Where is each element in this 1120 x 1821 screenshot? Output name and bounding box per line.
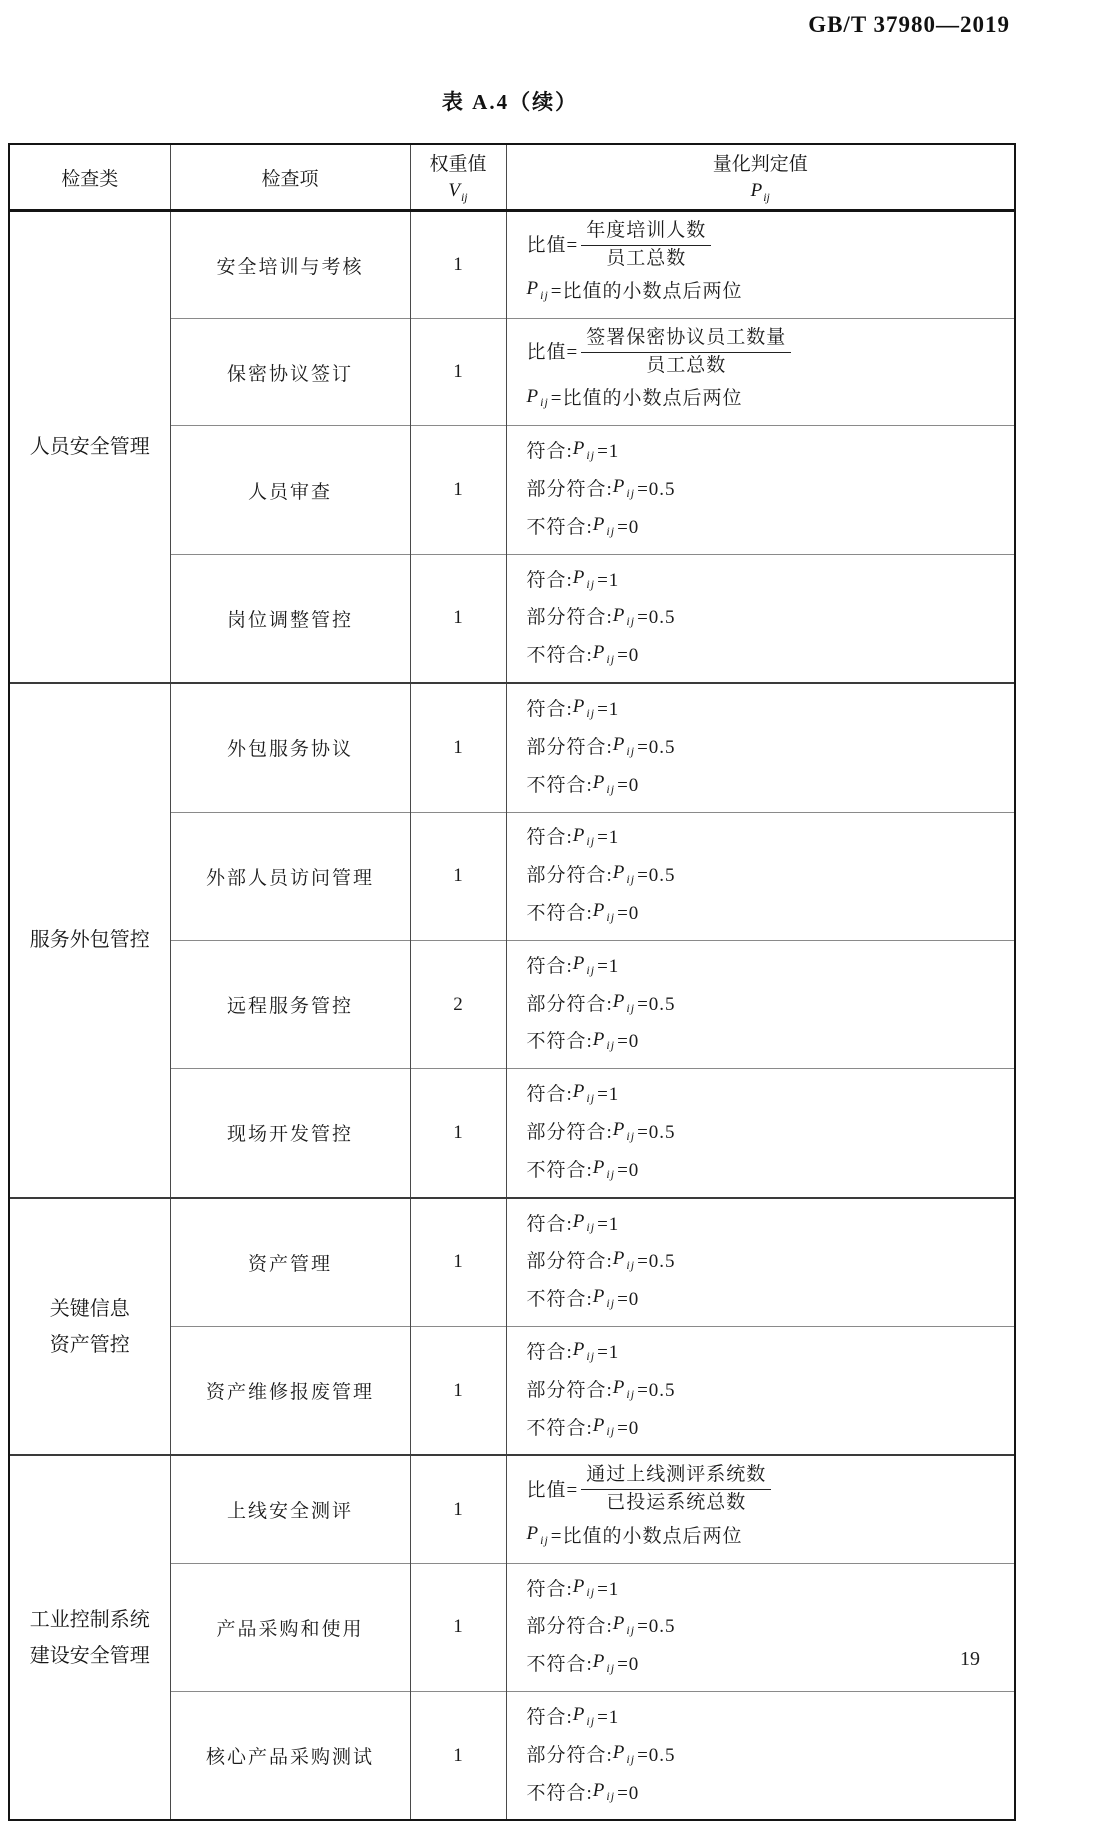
column-header-weight bbox=[410, 145, 506, 211]
compliance-value: =0.5 bbox=[637, 1379, 676, 1401]
compliance-line bbox=[527, 768, 1005, 804]
fraction-numerator: 年度培训人数 bbox=[581, 219, 711, 246]
page-number: 19 bbox=[960, 1648, 980, 1670]
category-label: 人员安全管理 bbox=[29, 436, 150, 459]
fraction-denominator: 员工总数 bbox=[646, 354, 727, 376]
compliance-prefix: 不符合: bbox=[526, 774, 593, 796]
p-variable: $P_{ij}$ bbox=[592, 900, 616, 924]
category-label: 建设安全管理 bbox=[29, 1644, 150, 1667]
item-cell: 岗位调整管控 bbox=[170, 554, 410, 683]
weight-cell: 1 bbox=[410, 1327, 506, 1456]
item-cell: 资产维修报废管理 bbox=[170, 1327, 410, 1456]
weight-cell: 1 bbox=[410, 812, 506, 940]
quant-cell bbox=[506, 812, 1014, 940]
compliance-line bbox=[527, 692, 1005, 728]
p-variable: $P_{ij}$ bbox=[572, 1210, 596, 1235]
item-cell: 产品采购和使用 bbox=[170, 1563, 410, 1691]
quant-variable: $P_{ij}$ bbox=[750, 180, 770, 204]
compliance-prefix: 符合: bbox=[526, 827, 573, 849]
compliance-value: =1 bbox=[597, 1213, 620, 1235]
weight-cell: 1 bbox=[410, 1069, 506, 1198]
compliance-prefix: 部分符合: bbox=[526, 1251, 613, 1273]
table-row bbox=[10, 683, 1014, 812]
compliance-prefix: 符合: bbox=[526, 1578, 573, 1600]
p-variable: $P_{ij}$ bbox=[612, 1376, 636, 1401]
compliance-prefix: 符合: bbox=[526, 955, 573, 977]
p-variable: $P_{ij}$ bbox=[612, 733, 636, 758]
compliance-value: =1 bbox=[597, 1578, 620, 1600]
compliance-value: =0 bbox=[617, 516, 640, 538]
category-label: 工业控制系统 bbox=[29, 1608, 150, 1631]
compliance-value: =1 bbox=[597, 569, 620, 591]
compliance-line bbox=[527, 821, 1005, 857]
weight-cell: 1 bbox=[410, 1692, 506, 1820]
compliance-prefix: 不符合: bbox=[526, 1289, 593, 1311]
quant-cell bbox=[506, 1455, 1014, 1563]
fraction bbox=[581, 219, 711, 271]
compliance-line bbox=[527, 434, 1005, 470]
compliance-prefix: 符合: bbox=[526, 1706, 573, 1728]
compliance-line bbox=[527, 1153, 1005, 1189]
item-cell: 外部人员访问管理 bbox=[170, 812, 410, 940]
compliance-value: =0 bbox=[617, 1782, 640, 1804]
column-header-quant bbox=[506, 145, 1014, 211]
ratio-result-line bbox=[527, 1519, 1005, 1555]
weight-cell: 1 bbox=[410, 211, 506, 319]
table-body bbox=[10, 211, 1014, 1820]
table-header-row bbox=[10, 145, 1014, 211]
column-header-item bbox=[170, 145, 410, 211]
weight-cell: 1 bbox=[410, 426, 506, 554]
p-variable: $P_{ij}$ bbox=[592, 771, 616, 796]
quant-cell bbox=[506, 319, 1014, 426]
table-row bbox=[10, 1455, 1014, 1563]
compliance-line bbox=[527, 1572, 1005, 1608]
compliance-value: =0 bbox=[617, 1417, 640, 1439]
quant-cell bbox=[506, 211, 1014, 319]
p-variable: $P_{ij}$ bbox=[526, 385, 549, 410]
compliance-line bbox=[527, 1738, 1005, 1774]
compliance-value: =0.5 bbox=[637, 1251, 676, 1273]
category-label: 资产管控 bbox=[49, 1333, 130, 1356]
fraction-numerator: 通过上线测评系统数 bbox=[581, 1463, 771, 1490]
item-cell: 现场开发管控 bbox=[170, 1069, 410, 1198]
table-row bbox=[10, 1198, 1014, 1327]
compliance-prefix: 部分符合: bbox=[526, 479, 613, 501]
compliance-line bbox=[527, 472, 1005, 508]
p-variable: $P_{ij}$ bbox=[612, 990, 636, 1015]
column-header-label: 权重值 bbox=[429, 154, 487, 176]
p-variable: $P_{ij}$ bbox=[572, 952, 596, 977]
fraction-denominator: 已投运系统总数 bbox=[606, 1492, 747, 1514]
p-variable: $P_{ij}$ bbox=[612, 862, 636, 887]
table-title: 表 A.4（续） bbox=[441, 90, 579, 114]
ratio-result-text: =比值的小数点后两位 bbox=[550, 281, 743, 303]
compliance-line bbox=[527, 1335, 1005, 1371]
compliance-prefix: 不符合: bbox=[526, 645, 593, 667]
p-variable: $P_{ij}$ bbox=[572, 566, 596, 591]
compliance-prefix: 部分符合: bbox=[526, 1121, 613, 1143]
compliance-line bbox=[527, 1115, 1005, 1151]
column-header-label: 检查类 bbox=[61, 168, 119, 190]
compliance-line bbox=[527, 638, 1005, 674]
p-variable: $P_{ij}$ bbox=[612, 1248, 636, 1273]
compliance-prefix: 符合: bbox=[526, 699, 573, 721]
compliance-prefix: 部分符合: bbox=[526, 1379, 613, 1401]
compliance-value: =0.5 bbox=[637, 993, 676, 1015]
weight-cell: 1 bbox=[410, 319, 506, 426]
compliance-line bbox=[527, 1077, 1005, 1113]
ratio-formula bbox=[527, 1464, 1005, 1516]
column-header-label: 检查项 bbox=[261, 168, 319, 190]
compliance-line bbox=[527, 1244, 1005, 1280]
compliance-value: =0 bbox=[617, 1654, 640, 1676]
compliance-line bbox=[527, 1411, 1005, 1447]
compliance-value: =0.5 bbox=[637, 1121, 676, 1143]
compliance-value: =0 bbox=[617, 1159, 640, 1181]
p-variable: $P_{ij}$ bbox=[572, 1704, 596, 1728]
compliance-prefix: 不符合: bbox=[526, 1417, 593, 1439]
item-cell: 安全培训与考核 bbox=[170, 211, 410, 319]
compliance-prefix: 符合: bbox=[526, 1213, 573, 1235]
compliance-value: =0.5 bbox=[637, 865, 676, 887]
p-variable: $P_{ij}$ bbox=[592, 642, 616, 667]
compliance-value: =0.5 bbox=[637, 736, 676, 758]
p-variable: $P_{ij}$ bbox=[572, 438, 596, 463]
compliance-line bbox=[527, 1647, 1005, 1683]
compliance-prefix: 部分符合: bbox=[526, 607, 613, 629]
ratio-result-text: =比值的小数点后两位 bbox=[550, 1525, 743, 1547]
table-container bbox=[8, 143, 1016, 1821]
category-cell bbox=[10, 211, 170, 684]
compliance-line bbox=[527, 601, 1005, 637]
column-header-category bbox=[10, 145, 170, 211]
ratio-formula bbox=[527, 220, 1005, 272]
compliance-prefix: 符合: bbox=[526, 1084, 573, 1106]
compliance-line bbox=[527, 1025, 1005, 1061]
weight-cell: 1 bbox=[410, 1455, 506, 1563]
compliance-line bbox=[527, 987, 1005, 1023]
weight-cell: 2 bbox=[410, 940, 506, 1068]
compliance-line bbox=[527, 1700, 1005, 1736]
item-cell: 上线安全测评 bbox=[170, 1455, 410, 1563]
category-label: 服务外包管控 bbox=[29, 929, 150, 952]
weight-cell: 1 bbox=[410, 683, 506, 812]
p-variable: $P_{ij}$ bbox=[526, 278, 549, 303]
p-variable: $P_{ij}$ bbox=[612, 1119, 636, 1143]
compliance-line bbox=[527, 1609, 1005, 1645]
compliance-prefix: 不符合: bbox=[526, 1654, 593, 1676]
p-variable: $P_{ij}$ bbox=[572, 696, 596, 720]
compliance-line bbox=[527, 563, 1005, 599]
p-variable: $P_{ij}$ bbox=[572, 824, 596, 849]
ratio-result-text: =比值的小数点后两位 bbox=[550, 388, 743, 410]
item-cell: 人员审查 bbox=[170, 426, 410, 554]
item-cell: 远程服务管控 bbox=[170, 940, 410, 1068]
compliance-line bbox=[527, 1282, 1005, 1318]
ratio-prefix: 比值= bbox=[526, 235, 579, 257]
ratio-formula bbox=[527, 327, 1005, 379]
compliance-value: =0.5 bbox=[637, 479, 676, 501]
ratio-result-line bbox=[527, 274, 1005, 310]
compliance-value: =1 bbox=[597, 441, 620, 463]
p-variable: $P_{ij}$ bbox=[592, 1779, 616, 1804]
p-variable: $P_{ij}$ bbox=[612, 1613, 636, 1638]
quant-cell bbox=[506, 1069, 1014, 1198]
compliance-prefix: 部分符合: bbox=[526, 1616, 613, 1638]
p-variable: $P_{ij}$ bbox=[612, 476, 636, 500]
weight-cell: 1 bbox=[410, 554, 506, 683]
weight-cell: 1 bbox=[410, 1563, 506, 1691]
weight-cell: 1 bbox=[410, 1198, 506, 1327]
p-variable: $P_{ij}$ bbox=[572, 1575, 596, 1600]
quant-cell bbox=[506, 1198, 1014, 1327]
category-cell bbox=[10, 1198, 170, 1456]
compliance-value: =1 bbox=[597, 1706, 620, 1728]
p-variable: $P_{ij}$ bbox=[592, 1156, 616, 1181]
compliance-prefix: 部分符合: bbox=[526, 1744, 613, 1766]
compliance-value: =0 bbox=[617, 1289, 640, 1311]
compliance-prefix: 不符合: bbox=[526, 1159, 593, 1181]
p-variable: $P_{ij}$ bbox=[572, 1081, 596, 1106]
compliance-prefix: 符合: bbox=[526, 441, 573, 463]
p-variable: $P_{ij}$ bbox=[572, 1339, 596, 1363]
p-variable: $P_{ij}$ bbox=[612, 604, 636, 629]
category-cell bbox=[10, 683, 170, 1198]
compliance-line bbox=[527, 1776, 1005, 1812]
compliance-value: =0.5 bbox=[637, 607, 676, 629]
compliance-value: =0.5 bbox=[637, 1744, 676, 1766]
criteria-table bbox=[10, 145, 1014, 1819]
ratio-prefix: 比值= bbox=[526, 1479, 579, 1501]
p-variable: $P_{ij}$ bbox=[592, 1414, 616, 1439]
compliance-prefix: 不符合: bbox=[526, 903, 593, 924]
standard-number: GB/T 37980—2019 bbox=[808, 12, 1010, 37]
fraction bbox=[581, 1463, 771, 1515]
compliance-prefix: 部分符合: bbox=[526, 736, 613, 758]
fraction bbox=[581, 326, 791, 378]
compliance-line bbox=[527, 858, 1005, 894]
quant-cell bbox=[506, 426, 1014, 554]
compliance-value: =0 bbox=[617, 1031, 640, 1053]
compliance-value: =1 bbox=[597, 955, 620, 977]
p-variable: $P_{ij}$ bbox=[526, 1522, 549, 1547]
category-label: 关键信息 bbox=[49, 1297, 130, 1320]
p-variable: $P_{ij}$ bbox=[592, 1651, 616, 1676]
compliance-value: =0 bbox=[617, 774, 640, 796]
compliance-line bbox=[527, 949, 1005, 985]
compliance-line bbox=[527, 510, 1005, 546]
quant-cell bbox=[506, 1692, 1014, 1820]
category-cell bbox=[10, 1455, 170, 1819]
fraction-numerator: 签署保密协议员工数量 bbox=[581, 326, 791, 353]
p-variable: $P_{ij}$ bbox=[592, 1028, 616, 1053]
compliance-prefix: 不符合: bbox=[526, 1031, 593, 1053]
compliance-line bbox=[527, 1207, 1005, 1243]
item-cell: 保密协议签订 bbox=[170, 319, 410, 426]
compliance-prefix: 部分符合: bbox=[526, 993, 613, 1015]
quant-cell bbox=[506, 1563, 1014, 1691]
compliance-value: =1 bbox=[597, 1341, 620, 1363]
fraction-denominator: 员工总数 bbox=[606, 247, 687, 269]
p-variable: $P_{ij}$ bbox=[592, 513, 616, 538]
p-variable: $P_{ij}$ bbox=[612, 1741, 636, 1766]
compliance-prefix: 符合: bbox=[526, 569, 573, 591]
compliance-value: =0.5 bbox=[637, 1616, 676, 1638]
compliance-prefix: 不符合: bbox=[526, 1782, 593, 1804]
compliance-prefix: 部分符合: bbox=[526, 865, 613, 887]
compliance-line bbox=[527, 1373, 1005, 1409]
item-cell: 资产管理 bbox=[170, 1198, 410, 1327]
compliance-line bbox=[527, 730, 1005, 766]
compliance-line bbox=[527, 896, 1005, 932]
compliance-value: =0 bbox=[617, 903, 640, 924]
p-variable: $P_{ij}$ bbox=[592, 1286, 616, 1311]
weight-variable: $V_{ij}$ bbox=[448, 180, 468, 204]
compliance-value: =1 bbox=[597, 699, 620, 721]
quant-cell bbox=[506, 940, 1014, 1068]
compliance-prefix: 不符合: bbox=[526, 516, 593, 538]
item-cell: 核心产品采购测试 bbox=[170, 1692, 410, 1820]
compliance-value: =1 bbox=[597, 1084, 620, 1106]
compliance-value: =0 bbox=[617, 645, 640, 667]
table-row bbox=[10, 211, 1014, 319]
quant-cell bbox=[506, 683, 1014, 812]
quant-cell bbox=[506, 554, 1014, 683]
column-header-label: 量化判定值 bbox=[712, 154, 808, 176]
quant-cell bbox=[506, 1327, 1014, 1456]
ratio-prefix: 比值= bbox=[526, 342, 579, 364]
ratio-result-line bbox=[527, 382, 1005, 418]
compliance-value: =1 bbox=[597, 827, 620, 849]
compliance-prefix: 符合: bbox=[526, 1341, 573, 1363]
item-cell: 外包服务协议 bbox=[170, 683, 410, 812]
